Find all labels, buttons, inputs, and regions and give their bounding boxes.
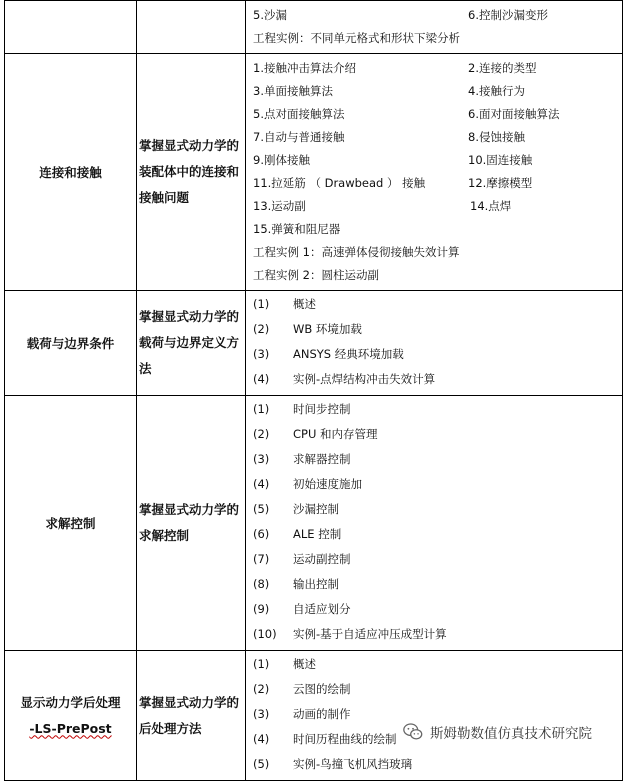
- list-item: (5) 实例-鸟撞飞机风挡玻璃: [253, 757, 413, 771]
- list-item: (2) 云图的绘制: [253, 682, 351, 696]
- content-cell: [246, 651, 623, 781]
- content-cell: [246, 54, 623, 291]
- table-row: [5, 54, 623, 291]
- table-row: [5, 651, 623, 781]
- list-item: (2) WB 环境加载: [253, 322, 362, 336]
- wechat-icon: [402, 721, 424, 743]
- watermark: [398, 719, 596, 745]
- topic-cell: 连接和接触: [5, 54, 137, 291]
- list-item: (5) 沙漏控制: [253, 502, 339, 516]
- item-pair: 7.自动与普通接触 8.侵蚀接触: [253, 130, 525, 144]
- topic-line: -LS-PrePost: [29, 720, 112, 736]
- list-item: (2) CPU 和内存管理: [253, 427, 378, 441]
- topic-line: 显示动力学后处理: [20, 694, 121, 710]
- course-table: [4, 0, 623, 781]
- objective-cell: [137, 1, 246, 54]
- list-item: (4) 时间历程曲线的绘制: [253, 732, 397, 746]
- list-item: (3) 动画的制作: [253, 707, 351, 721]
- table-row: [5, 291, 623, 396]
- example-line: 工程实例 1：高速弹体侵彻接触失效计算: [253, 245, 460, 259]
- table-row: [5, 1, 623, 54]
- list-item: (6) ALE 控制: [253, 527, 342, 541]
- list-item: (1) 概述: [253, 297, 316, 311]
- content-cell: [246, 291, 623, 396]
- item-pair: 13.运动副 14.点焊: [253, 199, 512, 213]
- item-pair: 3.单面接触算法 4.接触行为: [253, 84, 525, 98]
- topic-cell: 求解控制: [5, 396, 137, 651]
- list-item: (1) 时间步控制: [253, 402, 351, 416]
- topic-cell: 载荷与边界条件: [5, 291, 137, 396]
- list-item: (9) 自适应划分: [253, 602, 351, 616]
- list-item: (4) 实例-点焊结构冲击失效计算: [253, 372, 436, 386]
- content-cell: [246, 396, 623, 651]
- list-item: (3) 求解器控制: [253, 452, 351, 466]
- list-item: (8) 输出控制: [253, 577, 339, 591]
- content-cell: [246, 1, 623, 54]
- topic-cell: [5, 1, 137, 54]
- topic-cell: [5, 651, 137, 781]
- watermark-text: 斯姆勒数值仿真技术研究院: [430, 726, 592, 742]
- objective-cell: 掌握显式动力学的后处理方法: [137, 651, 246, 781]
- list-item: (3) ANSYS 经典环境加载: [253, 347, 404, 361]
- list-item: (4) 初始速度施加: [253, 477, 362, 491]
- item-pair: 5.点对面接触算法 6.面对面接触算法: [253, 107, 560, 121]
- list-item: (10) 实例-基于自适应冲压成型计算: [253, 627, 447, 641]
- item-pair: 5.沙漏 6.控制沙漏变形: [253, 8, 548, 22]
- item-pair: 1.接触冲击算法介绍 2.连接的类型: [253, 61, 537, 75]
- objective-cell: 掌握显式动力学的载荷与边界定义方法: [137, 291, 246, 396]
- example-line: 工程实例 2：圆柱运动副: [253, 268, 379, 282]
- item-pair: 11.拉延筋 （ Drawbead ） 接触 12.摩擦模型: [253, 176, 533, 190]
- objective-cell: 掌握显式动力学的求解控制: [137, 396, 246, 651]
- example-line: 工程实例：不同单元格式和形状下梁分析: [253, 31, 460, 45]
- objective-cell: 掌握显式动力学的装配体中的连接和接触问题: [137, 54, 246, 291]
- list-item: (7) 运动副控制: [253, 552, 351, 566]
- table-row: [5, 396, 623, 651]
- list-item: 15.弹簧和阻尼器: [253, 222, 341, 236]
- list-item: (1) 概述: [253, 657, 316, 671]
- item-pair: 9.刚体接触 10.固连接触: [253, 153, 533, 167]
